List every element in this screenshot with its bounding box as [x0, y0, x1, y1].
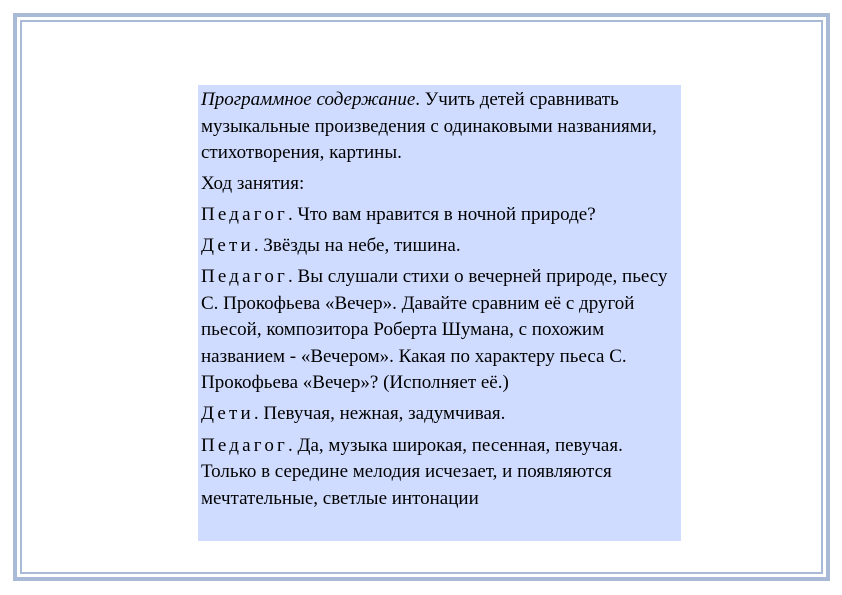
program-content-text: . Учить детей сравнивать музыкальные произведения с одинаковыми названиями, стихотворения, картины.: [201, 89, 657, 163]
speaker-label: Педагог: [201, 266, 289, 288]
lesson-text-box: [198, 85, 681, 541]
lesson-progress-heading: Ход занятия:: [201, 173, 305, 195]
dialogue-line: [201, 202, 678, 229]
dialogue-line: [201, 401, 678, 428]
dialogue-text: . Да, музыка широкая, песенная, певучая. Только в середине мелодия исчезает, и появляются мечтательные, светлые интонации: [201, 434, 623, 509]
program-content-paragraph: [201, 87, 678, 167]
speaker-label: Дети: [201, 403, 254, 425]
dialogue-text: . Певучая, нежная, задумчивая.: [253, 403, 506, 425]
dialogue-line: [201, 264, 678, 397]
dialogue-line: [201, 233, 678, 260]
speaker-label: Педагог: [201, 434, 289, 456]
speaker-label: Педагог: [201, 204, 289, 226]
speaker-label: Дети: [201, 235, 254, 257]
program-content-label: Программное содержание: [201, 89, 416, 110]
dialogue-line: [201, 433, 678, 513]
dialogue-text: . Вы слушали стихи о вечерней природе, пьесу С. Прокофьева «Вечер». Давайте сравним её с другой пьесой, композитора Роберта Шумана, с похожим названием - «Вечером». Какая по характеру пьеса С. Прокофьева «Вечер»? (Исполняет её.): [201, 266, 668, 394]
dialogue-text: . Что вам нравится в ночной природе?: [288, 204, 596, 226]
dialogue-text: . Звёзды на небе, тишина.: [253, 235, 461, 257]
